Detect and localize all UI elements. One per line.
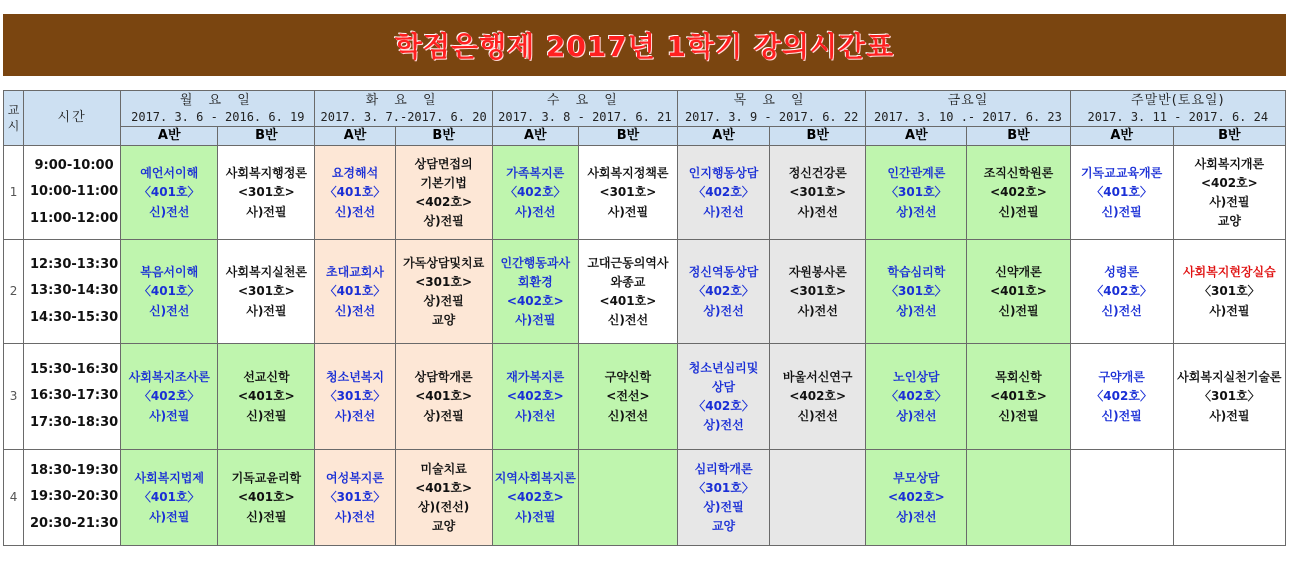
course-detail: 신)전선: [1101, 303, 1142, 318]
day-header-tue: 화 요 일 2017. 3. 7.-2017. 6. 20: [315, 91, 492, 127]
course-cell: [1173, 344, 1285, 450]
day-header-fri: 금요일 2017. 3. 10 .- 2017. 6. 23: [866, 91, 1070, 127]
course-detail: 교양: [1217, 214, 1241, 229]
course-cell: [678, 146, 770, 240]
course-name: 사회복지법제: [134, 471, 204, 486]
time-slot: 14:30-15:30: [30, 309, 119, 325]
course-detail: 교양: [711, 519, 736, 534]
timetable: [3, 90, 1286, 546]
page-title: 학점은행제 2017년 1학기 강의시간표: [394, 30, 895, 63]
course-detail: <402호>: [506, 389, 564, 404]
course-name: 구약개론: [1098, 370, 1145, 385]
course-detail: 사)전필: [149, 408, 190, 423]
course-detail: 사)전필: [1209, 195, 1250, 209]
course-name: 기독교윤리학: [231, 471, 302, 486]
course-name: 목회신학: [995, 370, 1042, 385]
time-slot: 20:30-21:30: [30, 515, 119, 531]
course-name: 조직신학원론: [983, 166, 1054, 181]
course-name: 미술치료: [420, 461, 467, 476]
course-cell: [1173, 240, 1285, 344]
course-detail: 〈301호〉: [1199, 284, 1260, 299]
course-name: 정신건강론: [788, 166, 847, 181]
course-name: 정신역동상담: [688, 265, 759, 280]
course-detail: 사)전필: [607, 204, 649, 219]
course-cell: [770, 450, 866, 546]
course-detail: 〈401호〉: [138, 185, 200, 200]
course-name: 고대근동의역사: [587, 255, 669, 270]
course-cell: [315, 344, 395, 450]
course-name: 부모상담: [893, 471, 940, 486]
course-detail: <402호>: [506, 490, 564, 505]
title-banner: [3, 14, 1286, 76]
course-detail: 사)전필: [246, 303, 287, 318]
course-detail: <401호>: [990, 389, 1047, 404]
time-slots: [24, 450, 121, 546]
course-cell: [578, 344, 677, 450]
time-slot: 17:30-18:30: [30, 414, 119, 430]
course-detail: 상)전선: [896, 509, 937, 524]
course-cell: [770, 344, 866, 450]
course-name: 기독교교육개론: [1081, 166, 1163, 181]
course-detail: 상)전선: [703, 303, 744, 318]
course-name: 사회복지개론: [1194, 156, 1265, 171]
course-cell: [866, 146, 967, 240]
course-cell: [395, 344, 492, 450]
course-name: 선교신학: [243, 370, 290, 385]
course-detail: 〈301호〉: [693, 480, 754, 495]
course-detail: 〈401호〉: [138, 490, 200, 505]
course-name: 바울서신연구: [782, 370, 853, 385]
course-name: 자원봉사론: [788, 265, 847, 280]
course-name: 복음서이해: [140, 265, 199, 280]
time-slot: 15:30-16:30: [30, 362, 119, 378]
course-name: 초대교회사: [326, 265, 384, 280]
course-detail: <402호>: [506, 294, 564, 308]
course-detail: 사)전필: [515, 313, 556, 328]
course-cell: [395, 450, 492, 546]
course-cell: [770, 146, 866, 240]
course-name: 성령론: [1104, 265, 1140, 280]
course-cell: [1070, 146, 1173, 240]
course-cell: [866, 240, 967, 344]
course-detail: 신)전선: [149, 303, 190, 318]
course-detail: 사)전선: [703, 204, 744, 219]
course-cell: [492, 344, 578, 450]
time-slot: 16:30-17:30: [30, 388, 119, 404]
course-name: 사회복지실천론: [225, 265, 307, 280]
course-detail: <401호>: [599, 294, 657, 308]
time-slot: 13:30-14:30: [30, 283, 119, 299]
period-number: 4: [4, 450, 24, 546]
time-slots: [24, 344, 121, 450]
course-detail: <301호>: [237, 284, 295, 299]
course-detail: 〈402호〉: [693, 399, 754, 413]
time-slots: [24, 240, 121, 344]
course-detail: 신)전선: [149, 204, 190, 219]
time-slot: 9:00-10:00: [34, 158, 114, 174]
course-detail: <301호>: [599, 185, 657, 200]
course-name: 지역사회복지론: [494, 471, 576, 486]
period-number: 1: [4, 146, 24, 240]
course-cell: [1173, 450, 1285, 546]
course-name: 재가복지론: [506, 370, 565, 385]
course-name: 학습심리학: [887, 265, 946, 280]
course-detail: 〈402호〉: [1091, 389, 1152, 404]
course-detail: 〈402호〉: [886, 389, 947, 404]
course-detail: 〈402호〉: [693, 185, 754, 200]
course-cell: [967, 240, 1070, 344]
course-detail: <402호>: [789, 389, 847, 404]
course-cell: [218, 240, 315, 344]
course-detail: 사)전선: [334, 509, 376, 524]
course-detail: <401호>: [415, 389, 473, 404]
class-header: A반: [1070, 127, 1173, 146]
course-detail: <301호>: [789, 284, 847, 299]
course-name: 사회복지실천기술론: [1177, 370, 1282, 385]
course-detail: 〈301호〉: [324, 490, 386, 505]
course-detail: 신)전선: [334, 303, 376, 318]
course-cell: [121, 344, 218, 450]
course-name: 상담학개론: [414, 370, 473, 385]
period-row: [4, 240, 1286, 344]
class-header: A반: [678, 127, 770, 146]
time-slot: 19:30-20:30: [30, 489, 119, 505]
course-detail: 상담: [711, 379, 736, 394]
class-header: B반: [967, 127, 1070, 146]
course-cell: [866, 344, 967, 450]
course-cell: [578, 450, 677, 546]
course-name: 인지행동상담: [688, 166, 759, 181]
period-row: [4, 146, 1286, 240]
course-detail: <402호>: [887, 490, 945, 505]
course-cell: [678, 240, 770, 344]
course-detail: 사)전필: [246, 204, 287, 219]
course-detail: <전선>: [606, 389, 650, 404]
time-header: 시간: [24, 91, 121, 146]
course-name: 인간행동과사: [500, 255, 571, 270]
course-detail: 〈301호〉: [1199, 389, 1260, 404]
course-cell: [492, 450, 578, 546]
course-detail: 〈401호〉: [1091, 185, 1152, 200]
course-cell: [218, 344, 315, 450]
course-detail: 사)전필: [1209, 408, 1250, 423]
course-detail: 사)전선: [515, 408, 556, 423]
course-cell: [121, 146, 218, 240]
course-detail: <402호>: [415, 195, 473, 209]
course-detail: 〈402호〉: [1091, 284, 1152, 299]
time-slot: 10:00-11:00: [30, 184, 119, 200]
course-name: 여성복지론: [326, 471, 384, 486]
course-detail: <401호>: [237, 389, 295, 404]
course-name: 심리학개론: [694, 461, 753, 476]
period-number: 3: [4, 344, 24, 450]
course-name: 요경해석: [331, 166, 379, 181]
course-detail: 〈401호〉: [324, 185, 386, 200]
course-detail: 사)전선: [334, 408, 376, 423]
course-detail: <402호>: [990, 185, 1047, 200]
course-detail: 사)전필: [515, 509, 556, 524]
course-name: 사회복지현장실습: [1182, 265, 1276, 280]
course-detail: 사)전선: [797, 204, 838, 219]
course-detail: 교양: [432, 313, 456, 328]
course-name: 노인상담: [893, 370, 940, 385]
course-cell: [218, 450, 315, 546]
course-detail: 상)전필: [423, 214, 464, 229]
course-detail: 상)전필: [423, 408, 464, 423]
course-detail: 신)전필: [1101, 204, 1142, 219]
course-detail: 신)전선: [334, 204, 376, 219]
course-cell: [492, 240, 578, 344]
course-detail: 상)전선: [896, 303, 937, 318]
course-detail: <401호>: [415, 480, 473, 495]
course-cell: [1173, 146, 1285, 240]
course-cell: [315, 450, 395, 546]
course-name: 상담면접의: [414, 156, 473, 171]
course-cell: [866, 450, 967, 546]
course-detail: 회환경: [517, 274, 553, 289]
course-detail: 〈401호〉: [138, 284, 200, 299]
course-cell: [678, 344, 770, 450]
course-detail: 〈402호〉: [504, 185, 566, 200]
course-detail: 교양: [432, 519, 456, 534]
course-name: 인간관계론: [887, 166, 946, 181]
course-cell: [967, 146, 1070, 240]
course-detail: 신)전필: [998, 204, 1039, 219]
course-name: 사회복지조사론: [128, 370, 210, 385]
course-detail: 신)전선: [797, 408, 838, 423]
course-detail: 신)전선: [607, 313, 649, 328]
course-cell: [1070, 450, 1173, 546]
course-name: 예언서이해: [140, 166, 199, 181]
course-detail: 사)전선: [515, 204, 556, 219]
course-detail: <301호>: [237, 185, 295, 200]
class-header: A반: [492, 127, 578, 146]
course-cell: [315, 146, 395, 240]
class-header: B반: [395, 127, 492, 146]
period-row: [4, 450, 1286, 546]
course-detail: 상)전선: [703, 418, 744, 433]
course-cell: [578, 146, 677, 240]
class-header: B반: [578, 127, 677, 146]
course-cell: [967, 344, 1070, 450]
course-detail: 〈301호〉: [324, 389, 386, 404]
course-detail: 〈301호〉: [886, 185, 947, 200]
course-name: 사회복지정책론: [587, 166, 669, 181]
day-header-sat: 주말반(토요일) 2017. 3. 11 - 2017. 6. 24: [1070, 91, 1285, 127]
class-header: B반: [218, 127, 315, 146]
course-detail: 와종교: [610, 274, 646, 289]
course-detail: <401호>: [990, 284, 1047, 299]
course-detail: 기본기법: [420, 175, 467, 190]
course-cell: [492, 146, 578, 240]
class-header: B반: [770, 127, 866, 146]
course-detail: 신)전선: [607, 408, 649, 423]
course-detail: <402호>: [1200, 175, 1258, 190]
course-name: 청소년심리및: [688, 360, 759, 375]
day-header-mon: 월 요 일 2017. 3. 6 - 2016. 6. 19: [121, 91, 315, 127]
class-header: A반: [121, 127, 218, 146]
class-header: A반: [315, 127, 395, 146]
course-cell: [967, 450, 1070, 546]
course-detail: 신)전필: [998, 303, 1039, 318]
period-number: 2: [4, 240, 24, 344]
course-detail: 〈301호〉: [886, 284, 947, 299]
course-detail: 〈402호〉: [138, 389, 200, 404]
course-detail: 사)전필: [149, 509, 190, 524]
time-slot: 12:30-13:30: [30, 257, 119, 273]
course-detail: <301호>: [415, 274, 473, 289]
day-header-wed: 수 요 일 2017. 3. 8 - 2017. 6. 21: [492, 91, 677, 127]
day-header-thu: 목 요 일 2017. 3. 9 - 2017. 6. 22: [678, 91, 866, 127]
course-cell: [121, 240, 218, 344]
class-header: B반: [1173, 127, 1285, 146]
course-cell: [315, 240, 395, 344]
course-detail: <301호>: [789, 185, 847, 200]
time-slot: 11:00-12:00: [30, 210, 119, 226]
course-name: 신약개론: [995, 265, 1042, 280]
course-cell: [218, 146, 315, 240]
course-detail: 상)전필: [703, 500, 744, 514]
course-cell: [395, 146, 492, 240]
course-detail: 상)전필: [423, 294, 464, 308]
course-detail: 상)전선: [896, 204, 937, 219]
period-row: [4, 344, 1286, 450]
course-name: 청소년복지: [326, 370, 384, 385]
time-slots: [24, 146, 121, 240]
course-detail: 신)전필: [998, 408, 1039, 423]
course-name: 가독상담및치료: [403, 255, 485, 270]
course-cell: [578, 240, 677, 344]
course-detail: 신)전필: [246, 408, 287, 423]
course-detail: 상)(전선): [418, 500, 470, 514]
course-detail: <401호>: [237, 490, 295, 505]
course-cell: [395, 240, 492, 344]
course-cell: [678, 450, 770, 546]
course-detail: 〈401호〉: [324, 284, 386, 299]
class-header: A반: [866, 127, 967, 146]
course-detail: 신)전필: [246, 509, 287, 524]
course-detail: 사)전필: [1209, 303, 1250, 318]
course-detail: 〈402호〉: [693, 284, 754, 299]
course-name: 사회복지행정론: [225, 166, 307, 181]
course-cell: [1070, 344, 1173, 450]
course-cell: [770, 240, 866, 344]
course-cell: [121, 450, 218, 546]
time-slot: 18:30-19:30: [30, 463, 119, 479]
course-detail: 상)전선: [896, 408, 937, 423]
course-cell: [1070, 240, 1173, 344]
course-detail: 신)전필: [1101, 408, 1142, 423]
course-detail: 사)전선: [797, 303, 838, 318]
course-name: 가족복지론: [506, 166, 565, 181]
course-name: 구약신학: [604, 370, 652, 385]
kyosi-header: 교시: [4, 91, 24, 146]
